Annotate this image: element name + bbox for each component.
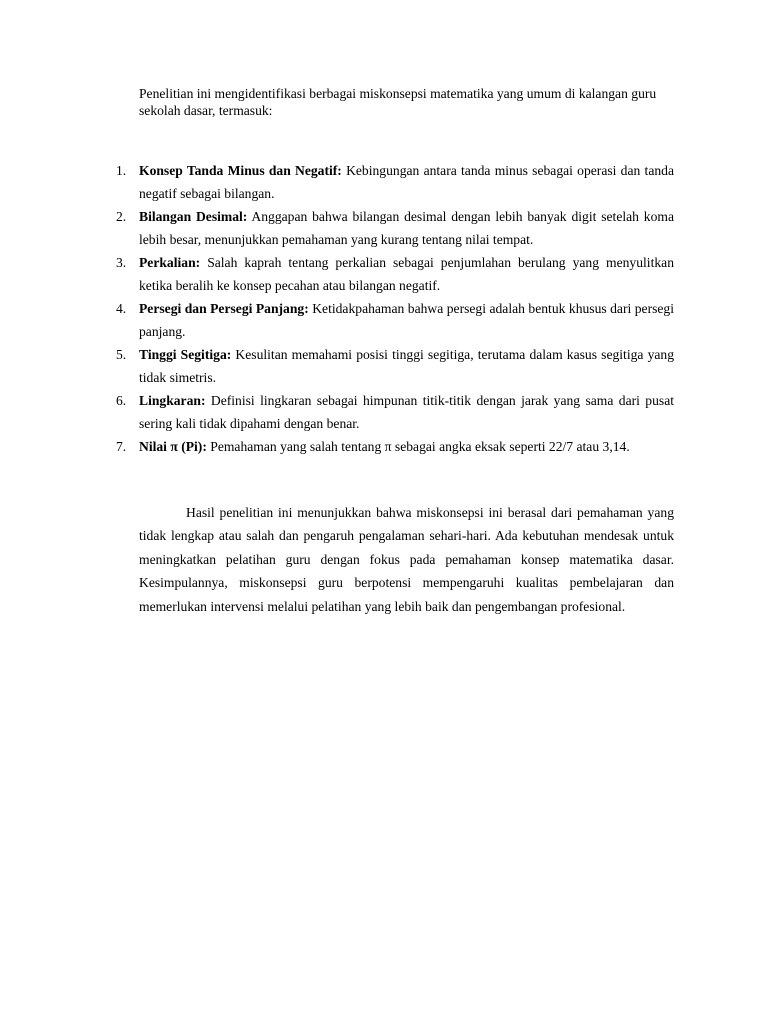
list-item-term: Lingkaran: (139, 393, 206, 408)
list-item-term: Perkalian: (139, 255, 201, 270)
list-item (116, 205, 674, 251)
list-item-number: 1. (116, 163, 127, 178)
misconception-list (116, 159, 674, 458)
list-item (116, 159, 674, 205)
list-item-text: Kebingungan antara tanda minus sebagai operasi dan tanda negatif sebagai bilangan. (139, 163, 674, 201)
list-item-term: Tinggi Segitiga: (139, 347, 232, 362)
conclusion-paragraph: Hasil penelitian ini menunjukkan bahwa miskonsepsi ini berasal dari pemahaman yang tidak lengkap atau salah dan pengaruh pengalaman sehari-hari. Ada kebutuhan mendesak untuk meningkatkan pelatihan guru dengan fokus pada pemahaman konsep matematika dasar. Kesimpulannya, miskonsepsi guru berpotensi mempengaruhi kualitas pembelajaran dan memerlukan intervensi melalui pelatihan yang lebih baik dan pengembangan profesional. (139, 505, 674, 614)
list-item-number: 5. (116, 347, 127, 362)
list-item-number: 2. (116, 209, 127, 224)
list-item-text: Ketidakpahaman bahwa persegi adalah bentuk khusus dari persegi panjang. (139, 301, 674, 339)
list-item (116, 435, 674, 458)
list-item-term: Konsep Tanda Minus dan Negatif: (139, 163, 342, 178)
intro-paragraph: Penelitian ini mengidentifikasi berbagai miskonsepsi matematika yang umum di kalangan guru sekolah dasar, termasuk: (139, 86, 657, 118)
list-item-term: Persegi dan Persegi Panjang: (139, 301, 309, 316)
list-item-text: Kesulitan memahami posisi tinggi segitiga, terutama dalam kasus segitiga yang tidak simetris. (139, 347, 674, 385)
list-item (116, 389, 674, 435)
list-item-number: 3. (116, 255, 127, 270)
list-item-text: Definisi lingkaran sebagai himpunan titik-titik dengan jarak yang sama dari pusat sering kali tidak dipahami dengan benar. (139, 393, 675, 431)
list-item-text: Pemahaman yang salah tentang π sebagai angka eksak seperti 22/7 atau 3,14. (210, 439, 630, 454)
list-item (116, 343, 674, 389)
list-item-number: 7. (116, 439, 127, 454)
list-item-number: 6. (116, 393, 127, 408)
list-item (116, 297, 674, 343)
list-item-text: Anggapan bahwa bilangan desimal dengan lebih banyak digit setelah koma lebih besar, menunjukkan pemahaman yang kurang tentang nilai tempat. (139, 209, 675, 247)
list-item-term: Nilai π (Pi): (139, 439, 207, 454)
list-item-number: 4. (116, 301, 127, 316)
list-item-term: Bilangan Desimal: (139, 209, 248, 224)
list-item (116, 251, 674, 297)
list-item-text: Salah kaprah tentang perkalian sebagai penjumlahan berulang yang menyulitkan ketika beralih ke konsep pecahan atau bilangan negatif. (139, 255, 674, 293)
